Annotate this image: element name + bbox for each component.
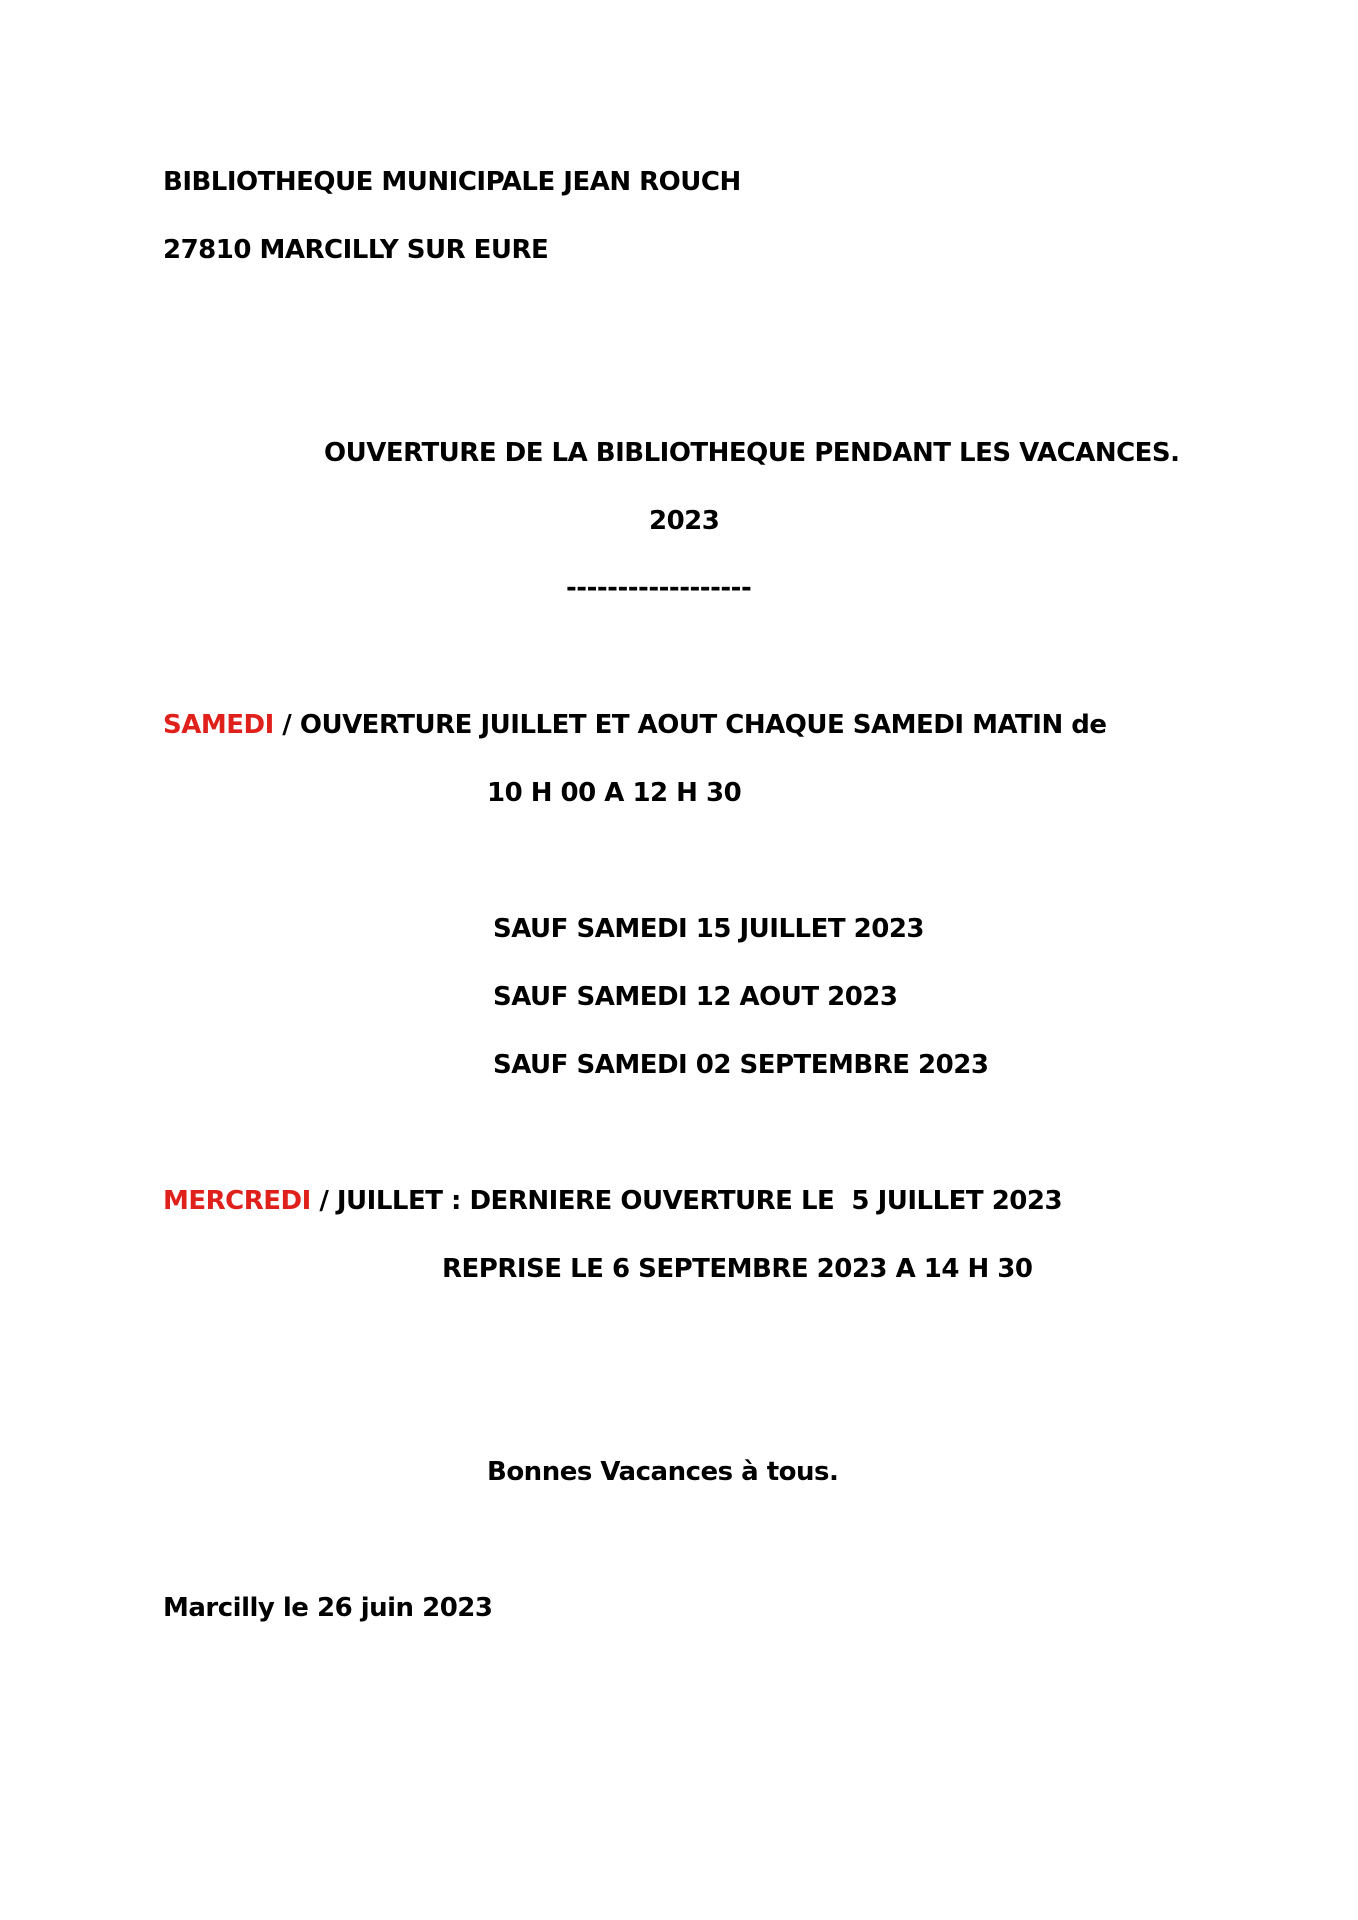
signature-date: Marcilly le 26 juin 2023 [163,1593,493,1623]
wednesday-resume: REPRISE LE 6 SEPTEMBRE 2023 A 14 H 30 [442,1254,1033,1284]
saturday-line [163,709,1107,741]
saturday-text: / OUVERTURE JUILLET ET AOUT CHAQUE SAMEDI MATIN de [273,710,1107,740]
wednesday-line [163,1185,1062,1217]
wednesday-label: MERCREDI [163,1186,311,1216]
library-address: 27810 MARCILLY SUR EURE [163,235,549,265]
wednesday-text: / JUILLET : DERNIERE OUVERTURE LE 5 JUILLET 2023 [310,1186,1063,1216]
title-year: 2023 [649,506,720,536]
closing-greeting: Bonnes Vacances à tous. [487,1457,839,1487]
saturday-exception: SAUF SAMEDI 12 AOUT 2023 [493,982,898,1012]
saturday-label: SAMEDI [163,710,274,740]
page-title: OUVERTURE DE LA BIBLIOTHEQUE PENDANT LES VACANCES. [324,438,1180,468]
saturday-hours: 10 H 00 A 12 H 30 [487,778,742,808]
saturday-exception: SAUF SAMEDI 02 SEPTEMBRE 2023 [493,1050,989,1080]
library-name: BIBLIOTHEQUE MUNICIPALE JEAN ROUCH [163,167,741,197]
saturday-exception: SAUF SAMEDI 15 JUILLET 2023 [493,914,925,944]
title-separator: ------------------ [566,573,752,603]
